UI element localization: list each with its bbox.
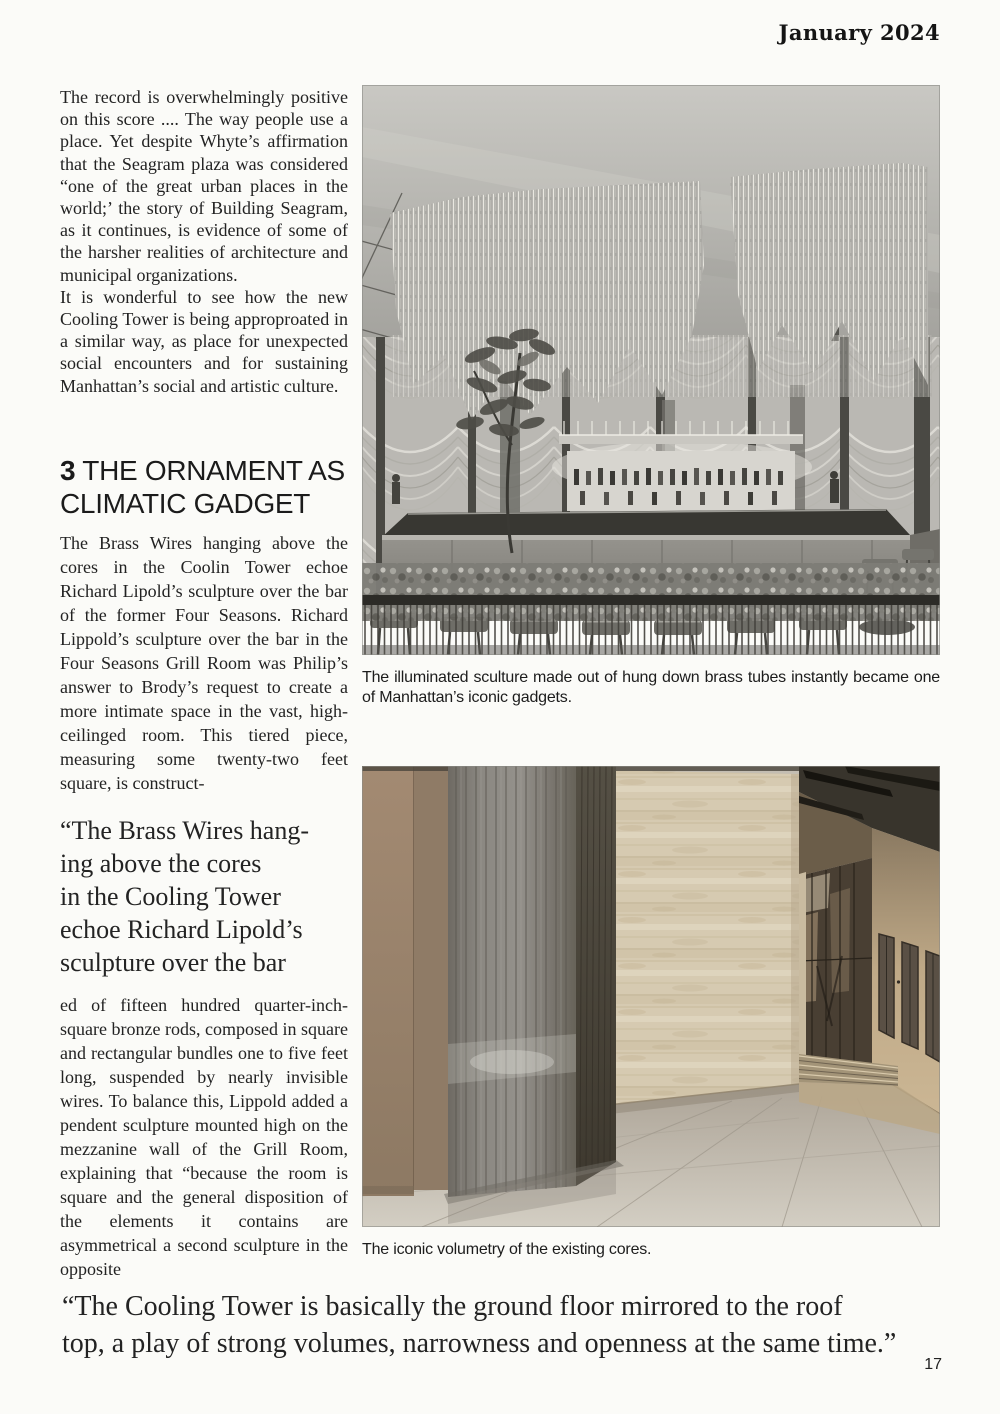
- pull-quote-line: sculpture over the bar: [60, 947, 286, 977]
- figure-lobby-cores: [362, 766, 940, 1260]
- right-figure-column: [362, 85, 940, 1260]
- section-number: 3: [60, 454, 76, 486]
- section-title: THE ORNAMENT AS CLIMATIC GADGET: [60, 454, 345, 519]
- bottom-quote-line: top, a play of strong volumes, narrowness and openness at the same time.”: [62, 1328, 897, 1359]
- pull-quote: [60, 814, 348, 979]
- bottom-pull-quote: [62, 1288, 962, 1362]
- header-date: January 2024: [778, 20, 940, 45]
- page-number: 17: [924, 1356, 942, 1373]
- pull-quote-line: in the Cooling Tower: [60, 881, 281, 911]
- pull-quote-line: “The Brass Wires hang-: [60, 815, 310, 845]
- section-heading: [60, 454, 348, 520]
- figure-caption: The illuminated sculture made out of hung down brass tubes instantly became one of Manhattan’s iconic gadgets.: [362, 669, 940, 706]
- paragraph-3: The Brass Wires hanging above the cores in the Coolin Tower echoe Richard Lipold’s sculpture over the bar of the former Four Seasons. Richard Lippold’s sculpture over the bar in the Four Seasons Grill Room was Philip’s answer to Brody’s request to create a more intimate space in the vast, high-ceilinged room. This tiered piece, measuring some twenty-two feet square, is construct-: [60, 532, 348, 793]
- left-text-column: [60, 86, 348, 1281]
- lobby-cores-photo: [362, 766, 940, 1227]
- paragraph-4: ed of fifteen hundred quarter-inch-square bronze rods, composed in square and rectangular bundles one to five feet long, suspended by nearly invisible wires. To balance this, Lippold added a pendent sculpture mounted high on the mezzanine wall of the Grill Room, explaining that “because the room is square and the general disposition of the elements it contains are asymmetrical a second sculpture in the opposite: [60, 994, 348, 1279]
- paragraph-2: It is wonderful to see how the new Cooling Tower is being approproated in a similar way, as place for unexpected social encounters and for sustaining Manhattan’s social and artistic culture.: [60, 286, 348, 396]
- paragraph-1: The record is overwhelmingly positive on this score .... The way people use a place. Yet despite Whyte’s affirmation that the Seagram plaza was considered “one of the great urban places in the world;’ the story of Building Seagram, as it continues, is evidence of some of the harsher realities of architecture and municipal organizations.: [60, 87, 348, 285]
- figure-caption: The iconic volumetry of the existing cores.: [362, 1241, 652, 1258]
- pull-quote-line: ing above the cores: [60, 848, 262, 878]
- four-seasons-bar-photo: [362, 85, 940, 655]
- bottom-quote-line: “The Cooling Tower is basically the ground floor mirrored to the roof: [62, 1291, 843, 1322]
- figure-bar-sculpture: [362, 85, 940, 707]
- pull-quote-line: echoe Richard Lipold’s: [60, 914, 303, 944]
